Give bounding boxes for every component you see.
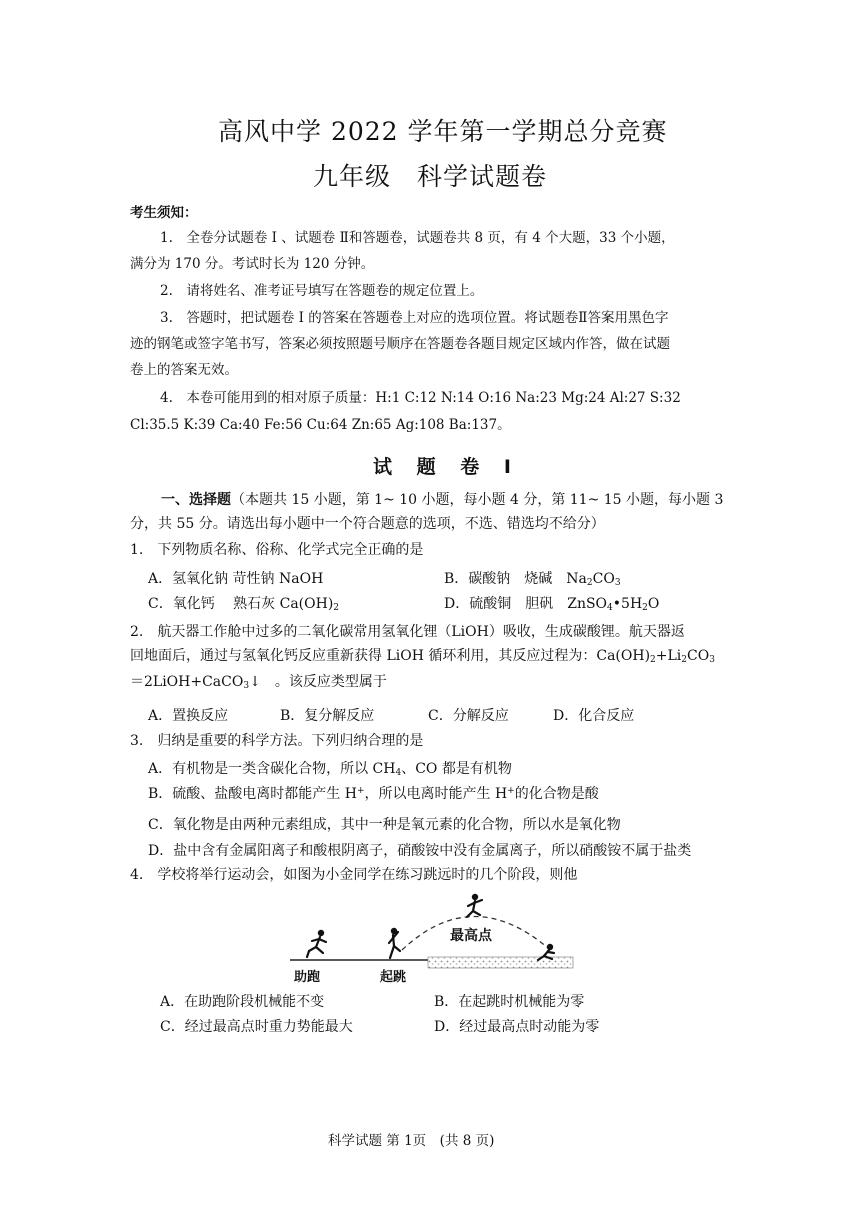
label-run: 助跑 <box>294 970 321 984</box>
notice-heading: 考生须知： <box>130 205 198 221</box>
notice-line: 1. 全卷分试题卷 Ⅰ 、试题卷 Ⅱ和答题卷，试题卷共 8 页，有 4 个大题，33 个小题， <box>160 230 675 246</box>
q4-option-a: A．在助跑阶段机械能不变 <box>160 994 325 1010</box>
q1-option-d: D．硫酸铜 胆矾 $ZnSO_4•5H_2O$ <box>444 596 660 613</box>
notice-line: Cl:35.5 K:39 Ca:40 Fe:56 Cu:64 Zn:65 Ag:108 Ba:137。 <box>130 417 511 433</box>
q3-option-a: A．有机物是一类含碳化合物，所以 $CH_4$、CO 都是有机物 <box>148 761 512 778</box>
notice-line: 满分为 170 分。考试时长为 120 分钟。 <box>130 256 375 272</box>
section-heading-bold: 一、选择题 <box>161 492 231 508</box>
label-takeoff: 起跳 <box>380 970 407 984</box>
q2-option-b: B．复分解反应 <box>280 708 375 724</box>
page-footer: 科学试题 第 1页 (共 8 页) <box>328 1133 495 1149</box>
exam-subtitle: 九年级 科学试题卷 <box>313 162 548 191</box>
question-4-stem: 4. 学校将举行运动会，如图为小金同学在练习跳远时的几个阶段，则他 <box>130 867 578 883</box>
runner-figure <box>307 930 326 957</box>
q3-option-b: B．硫酸、盐酸电离时都能产生 H+，所以电离时能产生 H+的化合物是酸 <box>148 786 599 802</box>
q2-option-a: A．置换反应 <box>148 708 229 724</box>
section-heading-line2: 分，共 55 分。请选出每小题中一个符合题意的选项，不选、错选均不给分） <box>130 516 605 532</box>
section-heading <box>161 489 723 511</box>
notice-line: 3. 答题时，把试题卷 Ⅰ 的答案在答题卷上对应的选项位置。将试题卷Ⅱ答案用黑色字 <box>160 310 669 326</box>
notice-line: 卷上的答案无效。 <box>130 362 238 378</box>
question-2-line1: 2. 航天器工作舱中过多的二氧化碳常用氢氧化锂（LiOH）吸收，生成碳酸锂。航天器返 <box>130 624 685 640</box>
question-2-line2: 回地面后，通过与氢氧化钙反应重新获得 LiOH 循环利用，其反应过程为：$Ca(OH)_2+Li_2CO_3$ <box>130 648 715 665</box>
takeoff-figure <box>389 928 400 958</box>
q4-option-c: C．经过最高点时重力势能最大 <box>160 1019 353 1035</box>
section-heading-text: （本题共 15 小题，第 1~ 10 小题，每小题 4 分，第 11~ 15 小题，每小题 3 <box>231 492 724 508</box>
notice-line: 迹的钢笔或签字笔书写，答案必须按照题号顺序在答题卷各题目规定区域内作答，做在试题 <box>130 336 670 352</box>
label-peak: 最高点 <box>450 928 492 944</box>
q1-option-c: C．氧化钙 熟石灰 $Ca(OH)_2$ <box>148 596 340 613</box>
q4-option-d: D．经过最高点时动能为零 <box>434 1019 600 1035</box>
question-3-stem: 3. 归纳是重要的科学方法。下列归纳合理的是 <box>130 733 424 749</box>
section-title: 试 题 卷 Ⅰ <box>373 456 520 478</box>
q1-option-b: B．碳酸钠 烧碱 $Na_2CO_3$ <box>444 571 621 588</box>
q3-option-c: C．氧化物是由两种元素组成，其中一种是氧元素的化合物，所以水是氧化物 <box>148 817 621 833</box>
long-jump-figure <box>290 888 580 984</box>
q2-option-c: C．分解反应 <box>428 708 509 724</box>
exam-title: 高风中学 2022 学年第一学期总分竞赛 <box>218 117 668 146</box>
q4-option-b: B．在起跳时机械能为零 <box>434 994 585 1010</box>
question-1-stem: 1. 下列物质名称、俗称、化学式完全正确的是 <box>130 542 424 558</box>
peak-figure <box>467 894 482 917</box>
notice-line: 2. 请将姓名、准考证号填写在答题卷的规定位置上。 <box>160 283 484 299</box>
question-2-line3: ＝2LiOH+CaCO$_3$↓ 。该反应类型属于 <box>130 674 387 691</box>
q1-option-a: A．氢氧化钠 苛性钠 NaOH <box>148 571 324 587</box>
q2-option-d: D．化合反应 <box>553 708 635 724</box>
notice-line: 4. 本卷可能用到的相对原子质量：H:1 C:12 N:14 O:16 Na:23 Mg:24 Al:27 S:32 <box>160 390 681 406</box>
q3-option-d: D．盐中含有金属阳离子和酸根阴离子，硝酸铵中没有金属离子，所以硝酸铵不属于盐类 <box>148 843 692 859</box>
